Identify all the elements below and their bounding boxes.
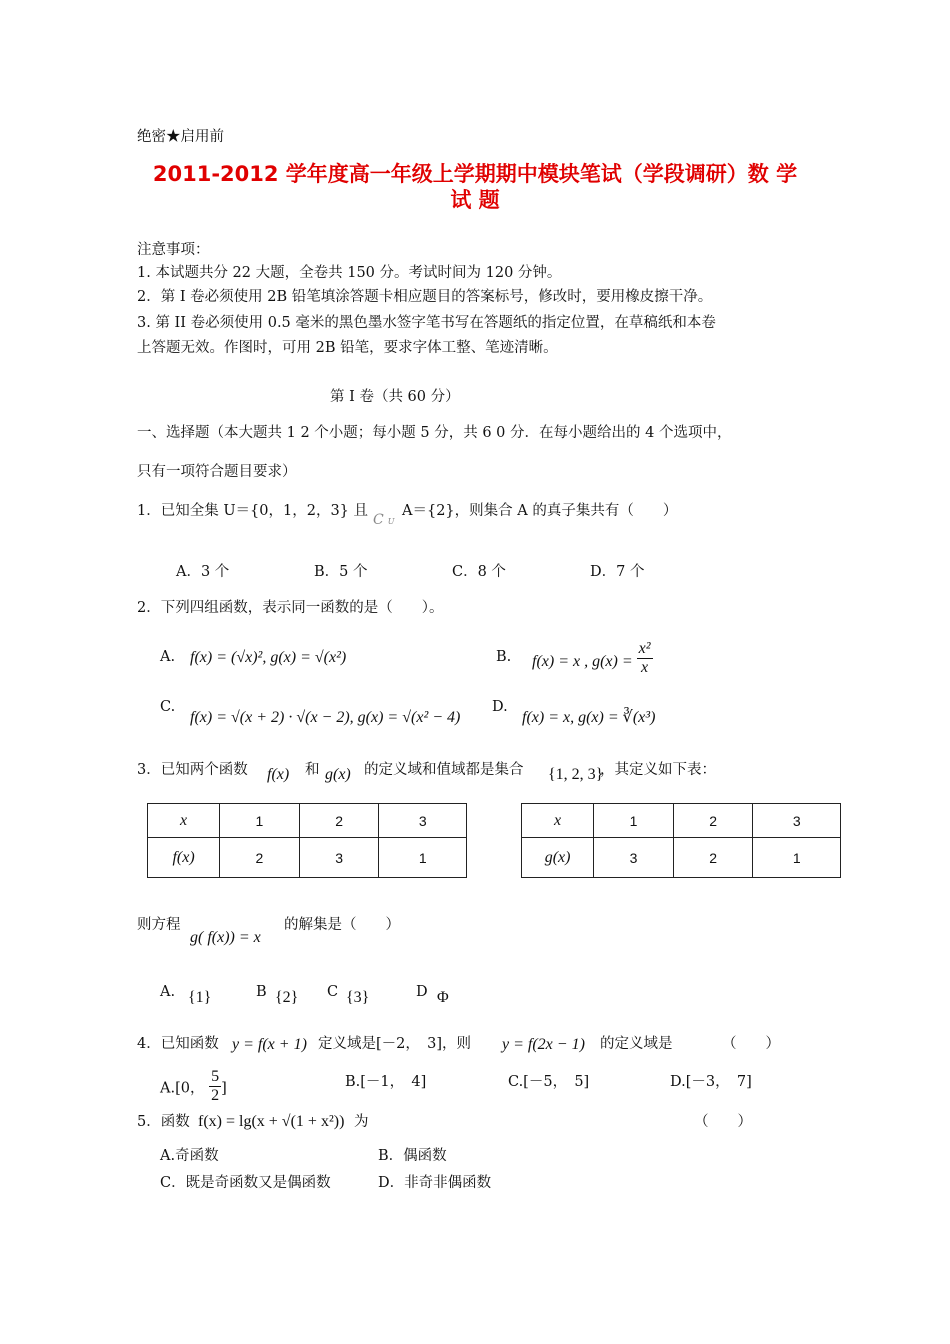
- table-g: [521, 803, 841, 878]
- q2-text: 2．下列四组函数，表示同一函数的是（ ）。: [137, 600, 444, 616]
- q1-text-b: A＝{2}，则集合 A 的真子集共有（ ）: [402, 503, 678, 519]
- q1-option-a: A．3 个: [176, 564, 230, 580]
- table-f: [147, 803, 467, 878]
- q5-text-b: 为: [354, 1114, 369, 1130]
- table-g-header: 3: [753, 804, 841, 838]
- table-f-cell: 2: [220, 838, 300, 878]
- complement-symbol: C U: [373, 512, 395, 528]
- q3-text-b: 的定义域和值域都是集合: [364, 762, 524, 778]
- q4-option-b: B.[－1， 4]: [345, 1074, 427, 1090]
- q4-answer-paren: （ ）: [722, 1036, 780, 1052]
- q3-option-d-value: Φ: [437, 989, 449, 1006]
- q4-text-c: 的定义域是: [600, 1036, 673, 1052]
- part1-heading: 第 I 卷（共 60 分）: [330, 389, 460, 405]
- table-f-header: 2: [299, 804, 379, 838]
- q3-option-b-label: B: [256, 984, 267, 1000]
- table-g-header: 1: [594, 804, 674, 838]
- section-instructions-2: 只有一项符合题目要求）: [137, 464, 297, 480]
- table-g-cell: 1: [753, 838, 841, 878]
- q3-gx: g(x): [325, 766, 351, 783]
- q2-formula-d: f(x) = x, g(x) = ∛(x³): [522, 709, 656, 726]
- q3-equation: g( f(x)) = x: [190, 929, 261, 946]
- q2-formula-a: f(x) = (√x)², g(x) = √(x²): [190, 649, 347, 666]
- q4-text-a: 4．已知函数: [137, 1036, 219, 1052]
- q4-function-1: y = f(x + 1): [232, 1036, 307, 1053]
- q3-and: 和: [305, 762, 320, 778]
- q5-option-c: C．既是奇函数又是偶函数: [160, 1175, 331, 1191]
- title-line-1: 2011-2012 学年度高一年级上学期期中模块笔试（学段调研）数 学: [152, 162, 798, 186]
- title-line-2: 试 题: [450, 188, 500, 212]
- q3-set: {1, 2, 3}: [548, 766, 604, 783]
- q3-option-a-label: A.: [160, 984, 176, 1000]
- q4-option-d: D.[－3， 7]: [670, 1074, 752, 1090]
- q1-text-a: 1．已知全集 U＝{0，1，2，3} 且: [137, 503, 369, 519]
- q4-option-c: C.[－5， 5]: [508, 1074, 590, 1090]
- q2-label-c: C.: [160, 699, 176, 715]
- q4-option-a: A.[0， $\frac{5}{2}$ ]: [160, 1068, 227, 1104]
- table-g-header: 2: [673, 804, 753, 838]
- q2-label-d: D.: [492, 699, 508, 715]
- q1-option-d: D．7 个: [590, 564, 645, 580]
- q5-option-b: B．偶函数: [378, 1148, 447, 1164]
- q3-text-c: ，其定义如下表：: [600, 762, 716, 778]
- q3-fx: f(x): [267, 766, 290, 783]
- q2-label-b: B.: [496, 649, 512, 665]
- q4-text-b: 定义域是[－2， 3]，则: [318, 1036, 472, 1052]
- table-f-header: x: [148, 804, 220, 838]
- q3-equation-suffix: 的解集是（ ）: [284, 917, 400, 933]
- note-item: 3. 第 II 卷必须使用 0.5 毫米的黑色墨水签字笔书写在答题纸的指定位置，在草稿纸和本卷: [137, 315, 716, 331]
- q5-answer-paren: （ ）: [694, 1114, 752, 1130]
- table-f-header: 1: [220, 804, 300, 838]
- q5-formula: f(x) = lg(x + √(1 + x²)): [198, 1113, 345, 1130]
- note-item: 1. 本试题共分 22 大题，全卷共 150 分。考试时间为 120 分钟。: [137, 265, 562, 281]
- q1-option-b: B．5 个: [314, 564, 368, 580]
- q3-option-b-value: {2}: [275, 989, 299, 1006]
- section-instructions-1: 一、选择题（本大题共 1 2 个小题；每小题 5 分，共 6 0 分．在每小题给出的 4 个选项中，: [137, 425, 732, 441]
- q3-option-c-label: C: [327, 984, 339, 1000]
- q5-option-d: D．非奇非偶函数: [378, 1175, 492, 1191]
- table-f-cell: 3: [299, 838, 379, 878]
- q3-text-a: 3．已知两个函数: [137, 762, 248, 778]
- secret-mark: 绝密★启用前: [137, 129, 224, 145]
- note-item: 上答题无效。作图时，可用 2B 铅笔，要求字体工整、笔迹清晰。: [137, 340, 558, 356]
- table-f-header: 3: [379, 804, 467, 838]
- table-f-cell: f(x): [148, 838, 220, 878]
- q2-formula-b: f(x) = x , g(x) = $\frac{\text{x²}}{x}$: [532, 640, 651, 676]
- table-g-cell: 2: [673, 838, 753, 878]
- notes-heading: 注意事项：: [137, 242, 210, 258]
- q3-option-c-value: {3}: [346, 989, 370, 1006]
- q2-formula-c: f(x) = √(x + 2) · √(x − 2), g(x) = √(x² − 4): [190, 709, 461, 726]
- q3-option-a-value: {1}: [188, 989, 212, 1006]
- table-g-cell: g(x): [522, 838, 594, 878]
- table-g-header: x: [522, 804, 594, 838]
- q2-label-a: A.: [160, 649, 176, 665]
- table-g-cell: 3: [594, 838, 674, 878]
- note-item: 2．第 I 卷必须使用 2B 铅笔填涂答题卡相应题目的答案标号，修改时，要用橡皮擦干净。: [137, 289, 713, 305]
- q3-equation-prefix: 则方程: [137, 917, 181, 933]
- q5-option-a: A.奇函数: [160, 1148, 219, 1164]
- q4-function-2: y = f(2x − 1): [502, 1036, 585, 1053]
- table-f-cell: 1: [379, 838, 467, 878]
- q5-text-a: 5．函数: [137, 1114, 190, 1130]
- q1-option-c: C．8 个: [452, 564, 506, 580]
- q3-option-d-label: D: [416, 984, 428, 1000]
